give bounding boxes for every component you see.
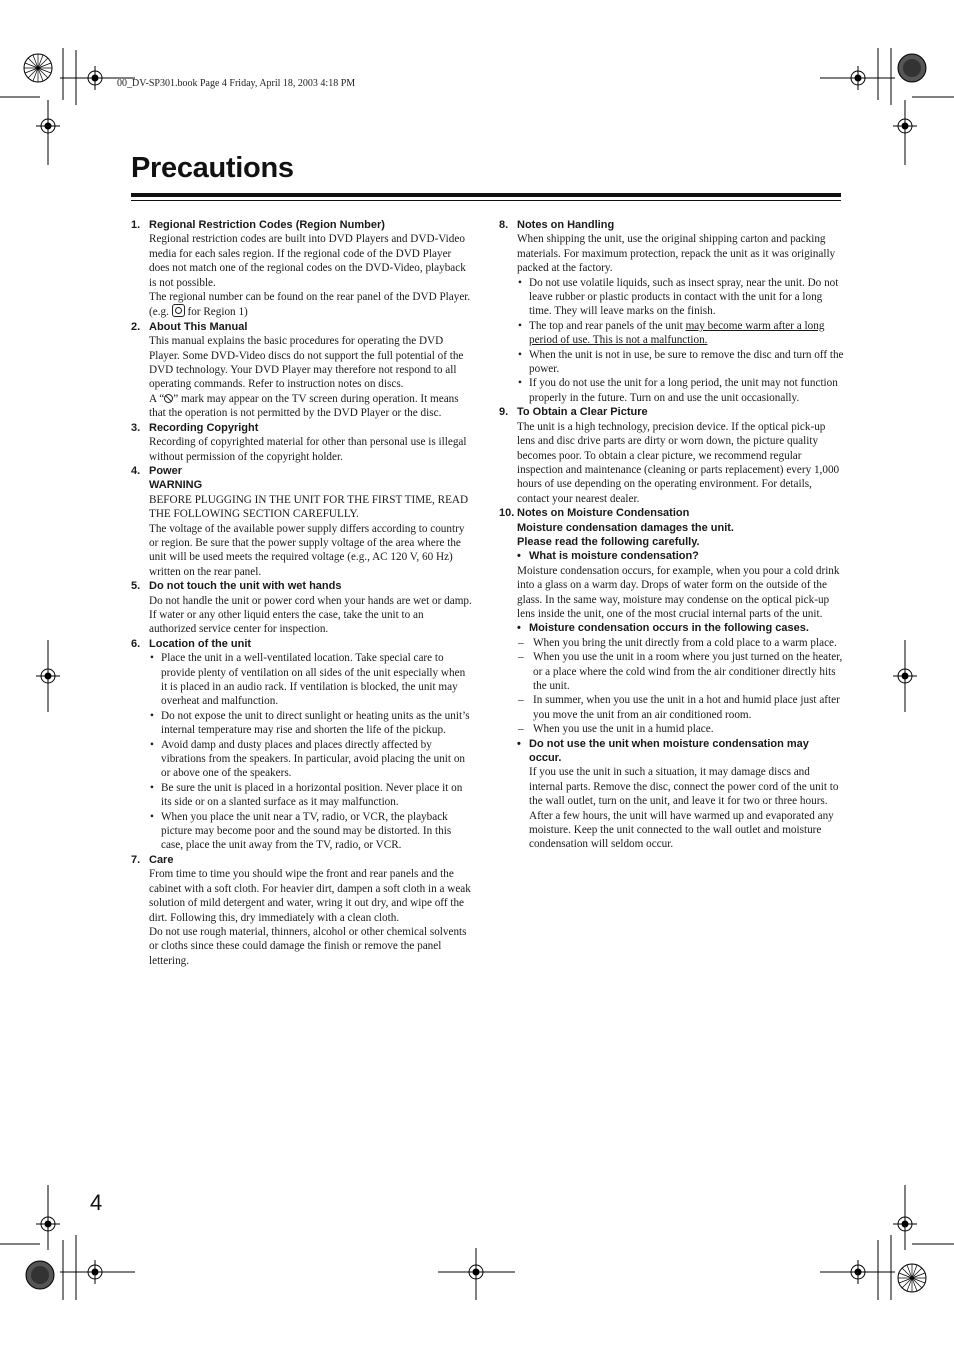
list-item bbox=[517, 319, 844, 348]
section-region-codes bbox=[131, 218, 473, 320]
section-heading: About This Manual bbox=[149, 320, 248, 333]
list-item: – When you use the unit in a humid place. bbox=[517, 722, 844, 736]
section-number: 10. bbox=[499, 507, 515, 520]
section-heading: Regional Restriction Codes (Region Number) bbox=[149, 219, 385, 231]
section-number: 8. bbox=[499, 219, 509, 231]
warning-label: WARNING bbox=[149, 479, 203, 492]
section-care bbox=[131, 853, 473, 968]
paragraph: Do not handle the unit or power cord when your hands are wet or damp. If water or any other liquid enters the case, take the unit to an authorized service center for inspection. bbox=[149, 594, 472, 636]
list-item-text: The top and rear panels of the unit bbox=[529, 319, 686, 332]
section-heading: Recording Copyright bbox=[149, 421, 259, 434]
section-number: 7. bbox=[131, 853, 141, 866]
underlined-text: may become warm after a long period of use. This is not a malfunction. bbox=[529, 319, 825, 347]
region-1-icon bbox=[172, 304, 185, 317]
section-heading: Care bbox=[149, 853, 174, 866]
section-number: 3. bbox=[131, 421, 141, 434]
page-title: Precautions bbox=[131, 152, 294, 184]
paragraph: When shipping the unit, use the original shipping carton and packing materials. For maximum protection, repack the unit as it was originally packed at the factory. bbox=[517, 233, 836, 275]
list-item: • When the unit is not in use, be sure to remove the disc and turn off the power. bbox=[517, 348, 844, 377]
left-column bbox=[131, 218, 473, 968]
title-rule-thick bbox=[131, 193, 841, 197]
section-heading: Power bbox=[149, 464, 183, 477]
section-number: 6. bbox=[131, 637, 141, 650]
section-heading: Location of the unit bbox=[149, 637, 252, 650]
paragraph: The unit is a high technology, precision device. If the optical pick-up lens and disc drive parts are dirty or worn down, the picture quality becomes poor. To obtain a clear picture, we recommend regular inspection and maintenance (cleaning or parts replacement) every 1,000 hours of use depending on the operating environment. For details, contact your nearest dealer. bbox=[517, 420, 840, 505]
page-number: 4 bbox=[90, 1190, 103, 1215]
bullet-heading: • Do not use the unit when moisture condensation may occur. bbox=[517, 737, 844, 766]
section-number: 2. bbox=[131, 320, 141, 333]
paragraph: Moisture condensation occurs, for example, when you pour a cold drink into a glass on a warm day. Drops of water form on the outside of the glass. In the same way, moisture may condense on the optical pick-up lens inside the unit, one of the most crucial internal parts of the unit. bbox=[517, 564, 840, 620]
subheading: Moisture condensation damages the unit. bbox=[517, 521, 734, 534]
list-item: – When you use the unit in a room where you just turned on the heater, or a place where the cold wind from the air conditioner directly hits the unit. bbox=[517, 650, 844, 693]
section-number: 5. bbox=[131, 580, 141, 593]
list-item: • If you do not use the unit for a long period, the unit may not function properly in the future. Turn on and use the unit occasionally. bbox=[517, 376, 844, 405]
section-wet-hands bbox=[131, 579, 473, 637]
section-heading: Do not touch the unit with wet hands bbox=[149, 580, 342, 593]
section-location bbox=[131, 637, 473, 853]
section-number: 9. bbox=[499, 406, 509, 419]
list-item: • Be sure the unit is placed in a horizontal position. Never place it on its side or on a slanted surface as it may malfunction. bbox=[149, 781, 473, 810]
paragraph: for Region 1) bbox=[187, 306, 248, 319]
list-item: • Do not expose the unit to direct sunlight or heating units as the unit’s internal temperature may rise and shorten the life of the pickup. bbox=[149, 709, 473, 738]
subheading: Please read the following carefully. bbox=[517, 535, 700, 548]
prohibited-icon bbox=[164, 394, 173, 403]
list-item: • When you place the unit near a TV, radio, or VCR, the playback picture may become poor and the sound may be distorted. In this case, place the unit away from the TV, radio, or VCR. bbox=[149, 810, 473, 853]
section-number: 1. bbox=[131, 219, 141, 231]
right-column bbox=[499, 218, 844, 852]
paragraph: Do not use rough material, thinners, alcohol or other chemical solvents or cloths since these could damage the finish or remove the panel lettering. bbox=[149, 925, 467, 967]
paragraph: A “ bbox=[149, 392, 165, 405]
bullet-heading: • Moisture condensation occurs in the following cases. bbox=[517, 621, 844, 635]
paragraph: BEFORE PLUGGING IN THE UNIT FOR THE FIRST TIME, READ THE FOLLOWING SECTION CAREFULLY. bbox=[149, 493, 469, 521]
list-item: • Place the unit in a well-ventilated location. Take special care to provide plenty of ventilation on all sides of the unit especially when it is placed in an audio rack. If ventilation is blocked, the unit may overheat and malfunction. bbox=[149, 651, 473, 709]
paragraph: ” mark may appear on the TV screen during operation. It means that the operation is not permitted by the DVD Player or the disc. bbox=[149, 392, 459, 420]
section-power bbox=[131, 464, 473, 579]
section-heading: Notes on Handling bbox=[517, 219, 615, 231]
print-header-line: 00_DV-SP301.book Page 4 Friday, April 18, 2003 4:18 PM bbox=[117, 78, 356, 89]
paragraph: The voltage of the available power supply differs according to country or region. Be sure that the power supply voltage of the area where the unit will be used meets the required voltage (e.g., AC 120 V, 60 Hz) written on the rear panel. bbox=[149, 522, 465, 578]
paragraph: The regional number can be found on the rear panel of the DVD Player. (e.g. bbox=[149, 291, 471, 319]
section-recording-copyright bbox=[131, 421, 473, 464]
paragraph: From time to time you should wipe the front and rear panels and the cabinet with a soft cloth. For heavier dirt, dampen a soft cloth in a weak solution of mild detergent and water, wring it out dry, and wipe off the dirt. Following this, dry immediately with a clean cloth. bbox=[149, 868, 471, 924]
list-item: • Do not use volatile liquids, such as insect spray, near the unit. Do not leave rubber or plastic products in contact with the unit for a long time. They will leave marks on the finish. bbox=[517, 276, 844, 319]
list-item: – When you bring the unit directly from a cold place to a warm place. bbox=[517, 636, 844, 650]
section-moisture bbox=[499, 506, 844, 852]
section-heading: To Obtain a Clear Picture bbox=[517, 406, 648, 419]
section-number: 4. bbox=[131, 464, 141, 477]
section-clear-picture bbox=[499, 405, 844, 506]
paragraph: This manual explains the basic procedures for operating the DVD Player. Some DVD-Video discs do not support the full potential of the DVD technology. Your DVD Player may therefore not respond to all operating commands. Refer to instruction notes on discs. bbox=[149, 335, 464, 391]
bullet-heading: • What is moisture condensation? bbox=[517, 549, 844, 563]
list-item: – In summer, when you use the unit in a hot and humid place just after you move the unit from an air conditioned room. bbox=[517, 693, 844, 722]
list-item: • Avoid damp and dusty places and places directly affected by vibrations from the speakers. In particular, avoid placing the unit on or above one of the speakers. bbox=[149, 738, 473, 781]
paragraph: Recording of copyrighted material for other than personal use is illegal without permission of the copyright holder. bbox=[149, 436, 467, 463]
paragraph: Regional restriction codes are built into DVD Players and DVD-Video media for each sales region. If the regional code of the DVD Player does not match one of the regional codes on the DVD-Video, playback is not possible. bbox=[149, 233, 466, 289]
section-handling bbox=[499, 218, 844, 405]
title-rule-thin bbox=[131, 200, 841, 201]
section-heading: Notes on Moisture Condensation bbox=[517, 507, 690, 520]
section-about-manual bbox=[131, 320, 473, 421]
paragraph: If you use the unit in such a situation, it may damage discs and internal parts. Remove the disc, connect the power cord of the unit to the wall outlet, turn on the unit, and leave it for two or three hours. After a few hours, the unit will have warmed up and evaporated any moisture. Keep the unit connected to the wall outlet and moisture condensation will seldom occur. bbox=[529, 766, 839, 851]
